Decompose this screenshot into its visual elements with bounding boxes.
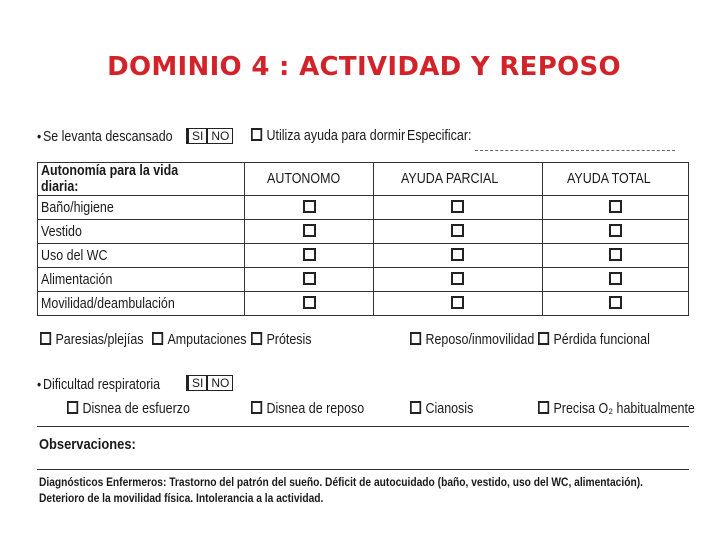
condition-label: Paresias/plejías — [55, 332, 144, 348]
checkbox[interactable] — [303, 224, 316, 237]
checkbox[interactable] — [303, 200, 316, 213]
assessment-form — [37, 118, 695, 518]
sleep-aid-option — [251, 128, 405, 144]
checkbox[interactable] — [303, 296, 316, 309]
sleep-aid-label: Utiliza ayuda para dormir — [266, 128, 406, 144]
option-disnea-esfuerzo — [67, 401, 190, 417]
checkbox[interactable] — [152, 332, 163, 345]
checkbox[interactable] — [451, 224, 464, 237]
row-label-cell — [38, 196, 245, 220]
row-label-cell — [38, 292, 245, 316]
rest-no-option[interactable]: NO — [206, 129, 232, 143]
table-cell — [374, 244, 542, 268]
checkbox[interactable] — [303, 248, 316, 261]
row-label: Alimentación — [41, 271, 113, 288]
checkbox[interactable] — [609, 224, 622, 237]
table-cell — [245, 220, 374, 244]
row-label-cell — [38, 244, 245, 268]
checkbox[interactable] — [410, 332, 421, 345]
column-autonomo: AUTONOMO — [266, 171, 340, 187]
table-cell — [374, 196, 542, 220]
option-label: Precisa O₂ habitualmente — [553, 401, 695, 417]
specify-line[interactable] — [475, 150, 675, 151]
table-cell — [542, 292, 688, 316]
checkbox[interactable] — [451, 272, 464, 285]
checkbox[interactable] — [40, 332, 51, 345]
condition-paresias — [40, 332, 144, 348]
autonomy-table — [37, 162, 689, 316]
checkbox[interactable] — [251, 332, 262, 345]
table-header-cell — [38, 163, 245, 196]
table-cell — [374, 220, 542, 244]
condition-label: Prótesis — [266, 332, 312, 348]
column-header — [542, 163, 688, 196]
condition-label: Amputaciones — [167, 332, 247, 348]
table-cell — [542, 196, 688, 220]
table-cell — [542, 220, 688, 244]
table-cell — [245, 268, 374, 292]
nursing-diagnosis: Diagnósticos Enfermeros: Trastorno del patrón del sueño. Déficit de autocuidado (baño, vestido, uso del WC, alimentación). Deterioro de la movilidad física. Intolerancia a la actividad. — [39, 477, 643, 505]
checkbox[interactable] — [609, 272, 622, 285]
condition-protesis — [251, 332, 312, 348]
row-label: Vestido — [41, 223, 82, 240]
divider — [37, 426, 689, 427]
checkbox[interactable] — [451, 248, 464, 261]
bullet-icon: • — [37, 376, 42, 392]
table-cell — [542, 268, 688, 292]
table-row — [38, 268, 689, 292]
row-label: Movilidad/deambulación — [41, 295, 175, 312]
respiratory-no-option[interactable]: NO — [206, 376, 232, 390]
checkbox[interactable] — [609, 248, 622, 261]
checkbox[interactable] — [451, 296, 464, 309]
respiratory-question — [37, 376, 160, 393]
condition-label: Pérdida funcional — [553, 332, 650, 348]
table-row — [38, 292, 689, 316]
checkbox[interactable] — [303, 272, 316, 285]
table-cell — [542, 244, 688, 268]
observations-label: Observaciones: — [39, 436, 136, 453]
checkbox[interactable] — [538, 332, 549, 345]
respiratory-yes-no — [186, 374, 233, 392]
rest-question — [37, 128, 173, 145]
row-label-cell — [38, 268, 245, 292]
table-header-row — [38, 163, 689, 196]
rest-question-label: Se levanta descansado — [42, 129, 173, 145]
checkbox[interactable] — [609, 200, 622, 213]
checkbox[interactable] — [251, 401, 262, 414]
column-header — [374, 163, 542, 196]
checkbox[interactable] — [538, 401, 549, 414]
condition-perdida-funcional — [538, 332, 650, 348]
row-label-cell — [38, 220, 245, 244]
checkbox[interactable] — [410, 401, 421, 414]
option-precisa-o2 — [538, 401, 695, 417]
option-disnea-reposo — [251, 401, 364, 417]
table-row — [38, 196, 689, 220]
respiratory-yes-option[interactable]: SI — [192, 376, 204, 390]
checkbox[interactable] — [451, 200, 464, 213]
bullet-icon: • — [37, 128, 42, 144]
autonomy-header: Autonomía para la vida diaria: — [41, 163, 179, 195]
option-label: Disnea de reposo — [266, 401, 365, 417]
option-label: Disnea de esfuerzo — [82, 401, 190, 417]
checkbox[interactable] — [67, 401, 78, 414]
row-label: Uso del WC — [41, 247, 108, 264]
condition-label: Reposo/inmovilidad — [425, 332, 535, 348]
rest-yes-option[interactable]: SI — [192, 129, 204, 143]
column-header — [245, 163, 374, 196]
column-ayuda-parcial: AYUDA PARCIAL — [401, 171, 499, 187]
option-label: Cianosis — [425, 401, 474, 417]
table-cell — [245, 244, 374, 268]
table-row — [38, 244, 689, 268]
table-cell — [245, 196, 374, 220]
option-cianosis — [410, 401, 473, 417]
table-cell — [374, 292, 542, 316]
rest-yes-no — [186, 127, 233, 145]
page-title: DOMINIO 4 : ACTIVIDAD Y REPOSO — [107, 52, 621, 82]
row-label: Baño/higiene — [41, 199, 114, 216]
checkbox[interactable] — [609, 296, 622, 309]
specify-label: Especificar: — [407, 128, 472, 144]
respiratory-label: Dificultad respiratoria — [42, 377, 161, 393]
divider — [37, 469, 689, 470]
condition-amputaciones — [152, 332, 247, 348]
sleep-aid-checkbox[interactable] — [251, 128, 262, 141]
table-cell — [374, 268, 542, 292]
table-row — [38, 220, 689, 244]
column-ayuda-total: AYUDA TOTAL — [566, 171, 651, 187]
table-cell — [245, 292, 374, 316]
condition-reposo — [410, 332, 534, 348]
